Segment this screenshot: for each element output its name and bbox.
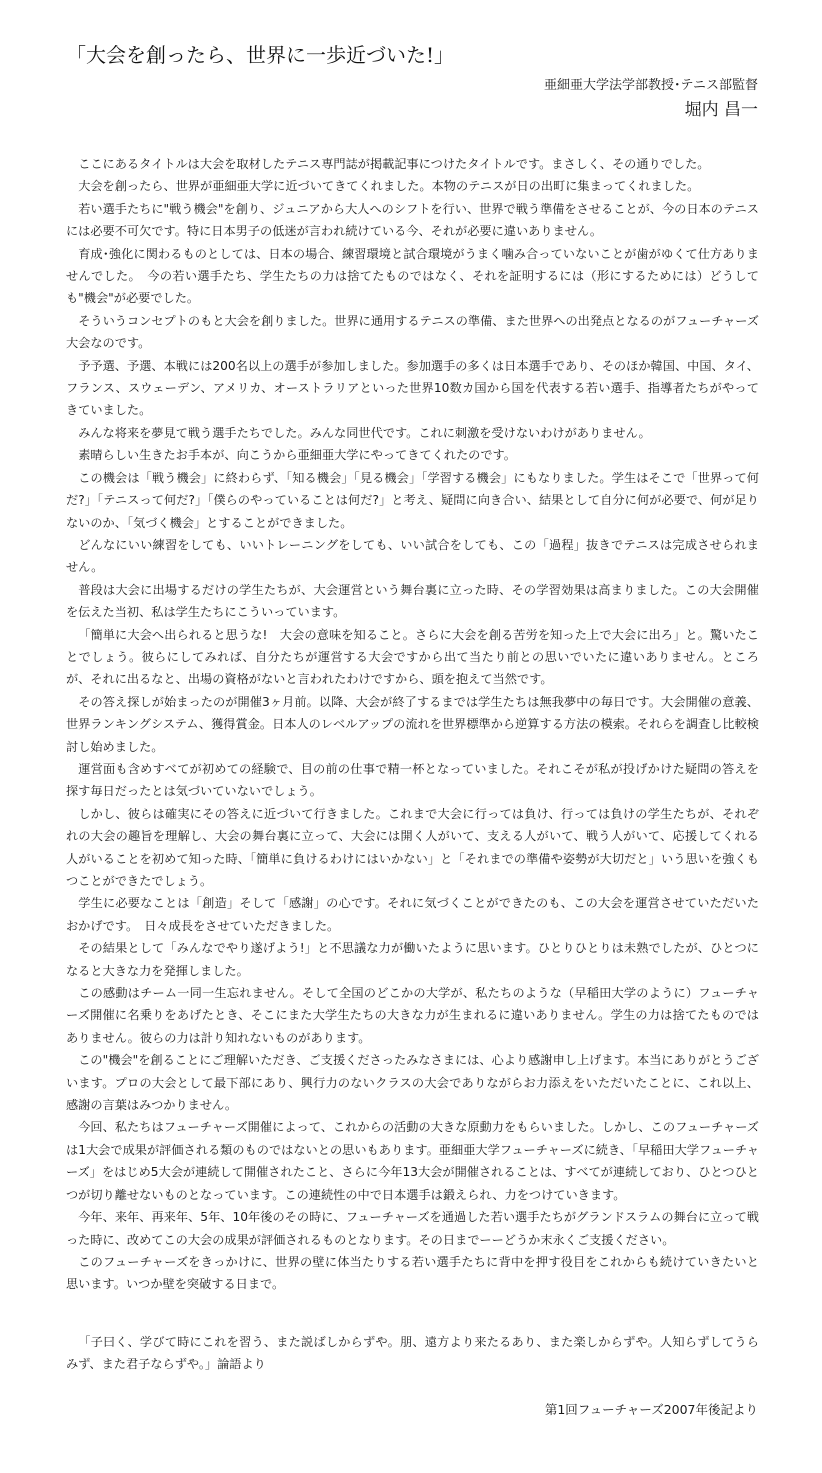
- paragraph: 今年、来年、再来年、5年、10年後のその時に、フューチャーズを通過した若い選手たちがグランドスラムの舞台に立って戦った時に、改めてこの大会の成果が評価されるものとなります。その日までーーどうか末永くご支援ください。: [66, 1210, 759, 1247]
- paragraph: 「簡単に大会へ出られると思うな! 大会の意味を知ること。さらに大会を創る苦労を知った上で大会に出ろ」と。驚いたことでしょう。彼らにしてみれば、自分たちが運営する大会ですから出て当たり前との思いでいたに違いありません。ところが、それに出るなと、出場の資格がないと言われたわけですから、頭を抱えて当然です。: [66, 627, 759, 687]
- paragraph: どんなにいい練習をしても、いいトレーニングをしても、いい試合をしても、この「過程」抜きでテニスは完成させられません。: [66, 537, 759, 575]
- article-body: [66, 153, 759, 1296]
- paragraph: この"機会"を創ることにご理解いただき、ご支援くださったみなさまには、心より感謝申し上げます。本当にありがとうございます。プロの大会として最下部にあり、興行力のないクラスの大会でありながらお力添えをいただいたことに、これ以上、感謝の言葉はみつかりません。: [66, 1053, 759, 1113]
- paragraph: しかし、彼らは確実にその答えに近づいて行きました。これまで大会に行っては負け、行っては負けの学生たちが、それぞれの大会の趣旨を理解し、大会の舞台裏に立って、大会には開く人がいて、支える人がいて、戦う人がいて、応援してくれる人がいることを初めて知った時、「簡単に負けるわけにはいかない」と「それまでの準備や姿勢が大切だと」いう思いを強くもつことができたでしょう。: [66, 806, 759, 888]
- paragraph: 普段は大会に出場するだけの学生たちが、大会運営という舞台裏に立った時、その学習効果は高まりました。この大会開催を伝えた当初、私は学生たちにこういっています。: [66, 582, 759, 620]
- paragraph: この機会は「戦う機会」に終わらず、「知る機会」「見る機会」「学習する機会」にもなりました。学生はそこで「世界って何だ?」「テニスって何だ?」「僕らのやっていることは何だ?」と考え、疑問に向き合い、結果として自分に何が必要で、何が足りないのか、「気づく機会」とすることができました。: [66, 470, 759, 530]
- paragraph: ここにあるタイトルは大会を取材したテニス専門誌が掲載記事につけたタイトルです。まさしく、その通りでした。: [78, 157, 710, 171]
- closing-quote: 「子曰く、学びて時にこれを習う、また説ばしからずや。朋、遠方より来たるあり、また楽しからずや。人知らずしてうらみず、また君子ならずや。」論語より: [66, 1335, 759, 1372]
- author-name: 堀内 昌一: [684, 100, 758, 120]
- paragraph: このフューチャーズをきっかけに、世界の壁に体当たりする若い選手たちに背中を押す役目をこれからも続けていきたいと思います。いつか壁を突破する日まで。: [66, 1254, 759, 1292]
- paragraph: 学生に必要なことは「創造」そして「感謝」の心です。それに気づくことができたのも、この大会を運営させていただいたおかげです。 日々成長をさせていただきました。: [66, 896, 759, 933]
- paragraph: 今回、私たちはフューチャーズ開催によって、これからの活動の大きな原動力をもらいました。しかし、このフューチャーズは1大会で成果が評価される類のものではないとの思いもあります。亜細亜大学フューチャーズに続き、「早稲田大学フューチャーズ」をはじめ5大会が連続して開催されたこと、さらに今年13大会が開催されることは、すべてが連続しており、ひとつひとつが切り離せないものとなっています。この連続性の中で日本選手は鍛えられ、力をつけていきます。: [66, 1120, 759, 1202]
- article-title: 「大会を創ったら、世界に一歩近づいた!」: [66, 43, 455, 67]
- paragraph: 大会を創ったら、世界が亜細亜大学に近づいてきてくれました。本物のテニスが日の出町に集まってくれました。: [78, 179, 700, 194]
- paragraph: そういうコンセプトのもと大会を創りました。世界に通用するテニスの準備、また世界への出発点となるのがフューチャーズ大会なのです。: [66, 313, 759, 351]
- author-role: 亜細亜大学法学部教授･テニス部監督: [544, 78, 758, 93]
- source-note: 第1回フューチャーズ2007年後記より: [544, 1402, 758, 1417]
- paragraph: 育成･強化に関わるものとしては、日本の場合、練習環境と試合環境がうまく噛み合っていないことが歯がゆくて仕方ありませんでした。 今の若い選手たち、学生たちの力は捨てたものではなく、それを証明するには（形にするためには）どうしても"機会"が必要でした。: [66, 246, 759, 306]
- paragraph: 若い選手たちに"戦う機会"を創り、ジュニアから大人へのシフトを行い、世界で戦う準備をさせることが、今の日本のテニスには必要不可欠です。特に日本男子の低迷が言われ続けている今、それが必要に違いありません。: [66, 201, 759, 239]
- paragraph: 予予選、予選、本戦には200名以上の選手が参加しました。参加選手の多くは日本選手であり、そのほか韓国、中国、タイ、フランス、スウェーデン、アメリカ、オーストラリアといった世界10数カ国から国を代表する若い選手、指導者たちがやってきていました。: [66, 358, 759, 418]
- paragraph: その結果として「みんなでやり遂げよう!」と不思議な力が働いたように思います。ひとりひとりは未熟でしたが、ひとつになると大きな力を発揮しました。: [66, 941, 759, 978]
- paragraph: その答え探しが始まったのが開催3ヶ月前。以降、大会が終了するまでは学生たちは無我夢中の毎日です。大会開催の意義、世界ランキングシステム、獲得賞金。日本人のレベルアップの流れを世界標準から逆算する方法の模索。それらを調査し比較検討し始めました。: [66, 694, 759, 754]
- paragraph: みんな将来を夢見て戦う選手たちでした。みんな同世代です。これに刺激を受けないわけがありません。: [78, 425, 651, 440]
- paragraph: 素晴らしい生きたお手本が、向こうから亜細亜大学にやってきてくれたのです。: [78, 448, 516, 463]
- paragraph: 運営面も含めすべてが初めての経験で、目の前の仕事で精一杯となっていました。それこそが私が投げかけた疑問の答えを探す毎日だったとは気づいていないでしょう。: [66, 761, 759, 799]
- paragraph: この感動はチーム一同一生忘れません。そして全国のどこかの大学が、私たちのような（早稲田大学のように）フューチャーズ開催に名乗りをあげたとき、そこにまた大学生たちの大きな力が生まれるに違いありません。学生の力は捨てたものではありません。彼らの力は計り知れないものがあります。: [66, 986, 759, 1045]
